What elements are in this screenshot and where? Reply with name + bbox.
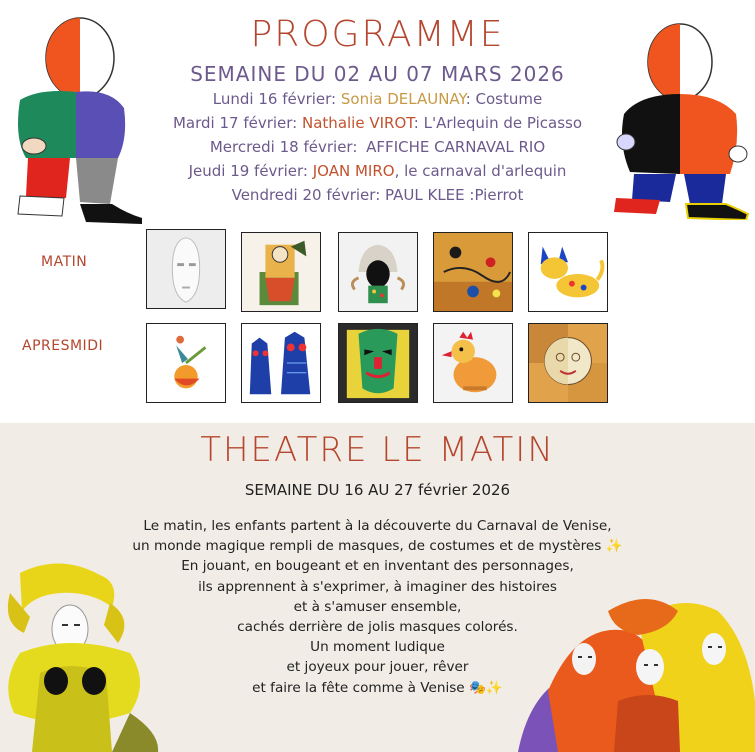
programme-title: PROGRAMME: [250, 14, 505, 55]
afternoon-row-label: APRESMIDI: [22, 338, 104, 354]
description-line: et joyeux pour jouer, rêver: [286, 659, 469, 676]
thumb-miro-carnival: [433, 232, 513, 312]
day-label: Jeudi 19 février:: [188, 162, 308, 180]
thumb-white-mask: [146, 229, 226, 309]
thumb-harlequin-picasso: [241, 232, 321, 312]
activity-text: PAUL KLEE :Pierrot: [385, 186, 524, 204]
description-line: et à s'amuser ensemble,: [293, 598, 462, 615]
day-line-wednesday: [0, 138, 755, 156]
day-label: Mercredi 18 février:: [209, 138, 358, 156]
activity-text: , le carnaval d'arlequin: [394, 162, 567, 180]
day-line-tuesday: [0, 114, 755, 132]
thumb-rooster-sculpture: [433, 323, 513, 403]
day-label: Mardi 17 février:: [172, 114, 298, 132]
thumb-delaunay-costume: [146, 323, 226, 403]
activity-text: : L'Arlequin de Picasso: [413, 114, 583, 132]
activity-text: AFFICHE CARNAVAL RIO: [366, 138, 546, 156]
artist-name: Nathalie VIROT: [302, 114, 414, 132]
theatre-description: [110, 516, 645, 698]
artist-name: Sonia DELAUNAY: [340, 90, 466, 108]
description-line: En jouant, en bougeant et en inventant des personnages,: [181, 558, 574, 575]
thumb-alebrije-cat: [528, 232, 608, 312]
morning-row-label: MATIN: [41, 254, 88, 270]
description-line: et faire la fête comme à Venise 🎭✨: [252, 679, 503, 696]
artist-name: JOAN MIRO: [312, 162, 395, 180]
day-line-monday: [0, 90, 755, 108]
day-line-friday: [0, 186, 755, 204]
day-label: Lundi 16 février:: [212, 90, 337, 108]
activity-text: : Costume: [465, 90, 543, 108]
day-line-thursday: [0, 162, 755, 180]
thumb-decorated-mask: [338, 232, 418, 312]
theatre-title: THEATRE LE MATIN: [200, 430, 555, 470]
programme-week: SEMAINE DU 02 AU 07 MARS 2026: [190, 62, 565, 86]
thumb-klee-pierrot: [528, 323, 608, 403]
theatre-week: SEMAINE DU 16 AU 27 février 2026: [244, 481, 511, 499]
thumb-rio-poster-mask: [338, 323, 418, 403]
description-line: Un moment ludique: [310, 639, 445, 656]
day-label: Vendredi 20 février:: [231, 186, 381, 204]
description-line: cachés derrière de jolis masques colorés.: [237, 619, 518, 636]
description-line: un monde magique rempli de masques, de costumes et de mystères ✨: [132, 538, 623, 555]
thumb-blue-owls: [241, 323, 321, 403]
description-line: Le matin, les enfants partent à la découverte du Carnaval de Venise,: [143, 518, 612, 534]
description-line: ils apprennent à s'exprimer, à imaginer des histoires: [198, 578, 557, 595]
